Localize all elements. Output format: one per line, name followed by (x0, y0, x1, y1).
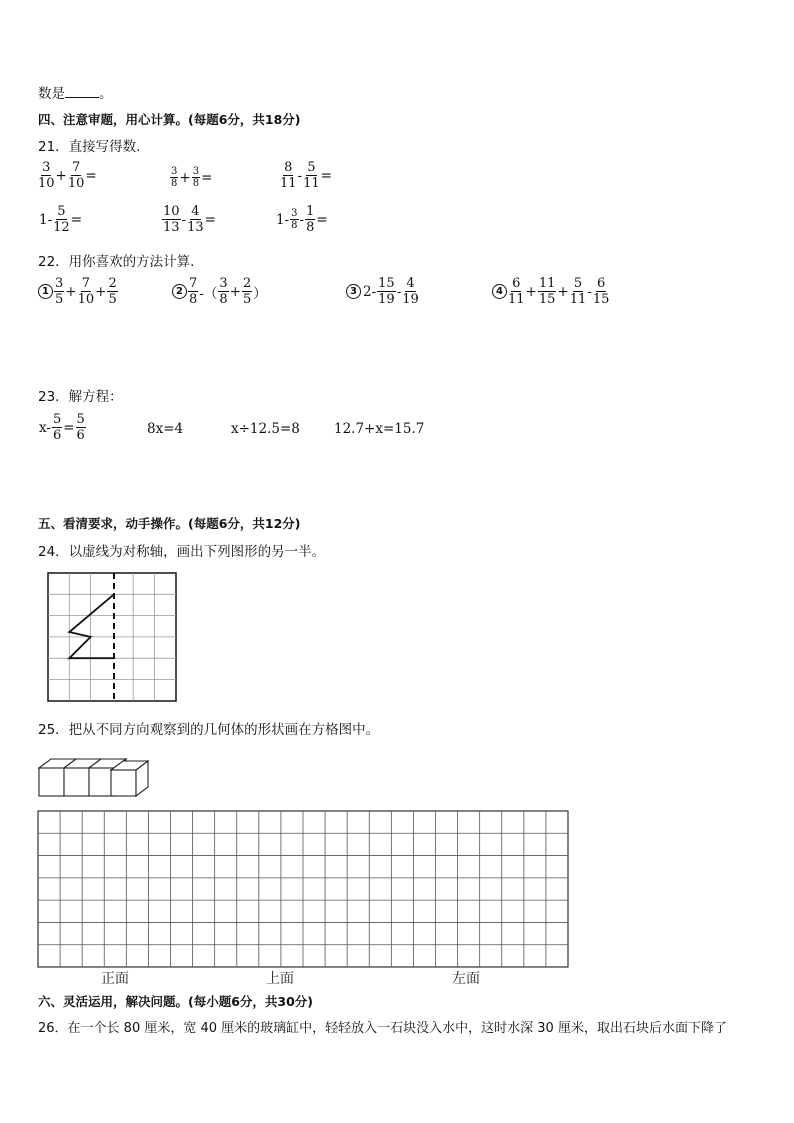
operator: 8x=4 (147, 421, 184, 437)
fraction: $\frac{5}{6}$ (52, 412, 62, 443)
q21-item-5 (162, 204, 217, 235)
fraction: $\frac{3}{8}$ (171, 166, 178, 189)
q21-item-2 (170, 166, 213, 189)
q21-item-1 (38, 160, 98, 191)
operator: + (65, 283, 77, 300)
fraction: $\frac{2}{5}$ (242, 276, 252, 307)
operator: - (587, 283, 592, 300)
q22-item-2 (172, 276, 268, 307)
operator: = (70, 211, 83, 228)
fraction: $\frac{3}{8}$ (192, 166, 200, 189)
operator: - (297, 167, 303, 184)
operator: + (55, 167, 67, 184)
q21-item-6 (275, 204, 329, 235)
blank-suffix: 。 (99, 86, 113, 102)
operator: + (557, 283, 569, 300)
fraction: $\frac{7}{10}$ (67, 160, 85, 191)
q23-title: 23．解方程： (38, 389, 123, 405)
fraction: $\frac{4}{19}$ (402, 276, 419, 307)
fraction: $\frac{5}{12}$ (53, 204, 70, 235)
fraction: $\frac{11}{15}$ (538, 276, 556, 307)
operator: 1- (276, 211, 290, 228)
fraction: $\frac{6}{11}$ (508, 276, 525, 307)
q26-title: 26．在一个长 80 厘米，宽 40 厘米的玻璃缸中，轻轻放入一石块没入水中，这时水深 30 厘米，取出石块后水面下降了 (38, 1021, 727, 1036)
operator: = (63, 419, 75, 436)
q22-title: 22．用你喜欢的方法计算. (38, 254, 195, 270)
item-number: 1 (38, 284, 53, 299)
fraction: $\frac{15}{19}$ (378, 276, 395, 307)
fraction: $\frac{5}{6}$ (76, 412, 85, 443)
q22-item-4 (492, 276, 609, 307)
fraction: $\frac{5}{11}$ (303, 160, 320, 191)
label-top: 上面 (266, 971, 294, 987)
fraction: $\frac{8}{11}$ (280, 160, 297, 191)
answer-blank (65, 85, 99, 98)
q23-item-4 (333, 421, 425, 437)
operator: = (201, 169, 213, 186)
half-figure (69, 594, 114, 658)
q23-item-2 (146, 421, 184, 437)
cube-solid (36, 754, 154, 800)
operator: x- (39, 419, 51, 436)
fraction: $\frac{3}{8}$ (219, 276, 228, 307)
operator: = (316, 211, 328, 228)
fraction: $\frac{2}{5}$ (108, 276, 117, 307)
fraction: $\frac{7}{10}$ (77, 276, 95, 307)
fraction: $\frac{7}{8}$ (189, 276, 198, 307)
operator: + (95, 283, 107, 300)
grid-lines (48, 573, 176, 701)
q25-title: 25．把从不同方向观察到的几何体的形状画在方格图中。 (38, 722, 380, 738)
fraction: $\frac{6}{15}$ (592, 276, 610, 307)
blank-prefix: 数是 (38, 86, 65, 102)
section-6-title: 六、灵活运用，解决问题。(每小题6分，共30分) (38, 994, 314, 1009)
q23-item-1 (38, 412, 86, 443)
q24-title: 24．以虚线为对称轴，画出下列图形的另一半。 (38, 544, 326, 560)
operator: + (179, 169, 191, 186)
operator: -（ (199, 285, 218, 302)
fraction: $\frac{3}{5}$ (55, 276, 64, 307)
fraction: $\frac{3}{8}$ (291, 208, 298, 231)
fraction: $\frac{3}{10}$ (38, 160, 55, 191)
operator: - (396, 283, 402, 300)
section-5-title: 五、看清要求，动手操作。(每题6分，共12分) (38, 516, 301, 531)
fraction: $\frac{1}{8}$ (306, 204, 315, 235)
answer-grid[interactable] (37, 810, 569, 968)
operator: x÷12.5=8 (231, 421, 300, 437)
q23-item-3 (230, 421, 301, 437)
operator: + (229, 283, 241, 300)
section-4-title: 四、注意审题，用心计算。(每题6分，共18分) (38, 112, 301, 127)
operator: 1- (39, 211, 53, 228)
operator: = (85, 167, 97, 184)
fraction: $\frac{5}{11}$ (569, 276, 587, 307)
q21-item-3 (280, 160, 333, 191)
fraction: $\frac{10}{13}$ (163, 204, 180, 235)
q21-title: 21．直接写得数. (38, 139, 141, 155)
item-number: 3 (346, 284, 361, 299)
operator: + (525, 283, 537, 300)
operator: 2- (363, 283, 377, 300)
operator: - (299, 211, 305, 228)
item-number: 4 (492, 284, 507, 299)
symmetry-grid (47, 572, 179, 704)
item-number: 2 (172, 284, 187, 299)
fraction: $\frac{4}{13}$ (187, 204, 204, 235)
operator: = (204, 211, 216, 228)
blank-line (38, 82, 113, 102)
label-front: 正面 (101, 971, 129, 987)
q21-item-4 (38, 204, 83, 235)
operator: ） (253, 285, 267, 302)
operator: - (181, 211, 187, 228)
label-left: 左面 (452, 971, 480, 987)
operator: 12.7+x=15.7 (334, 421, 425, 437)
operator: = (320, 167, 332, 184)
q22-item-3 (346, 276, 419, 307)
q22-item-1 (38, 276, 118, 307)
